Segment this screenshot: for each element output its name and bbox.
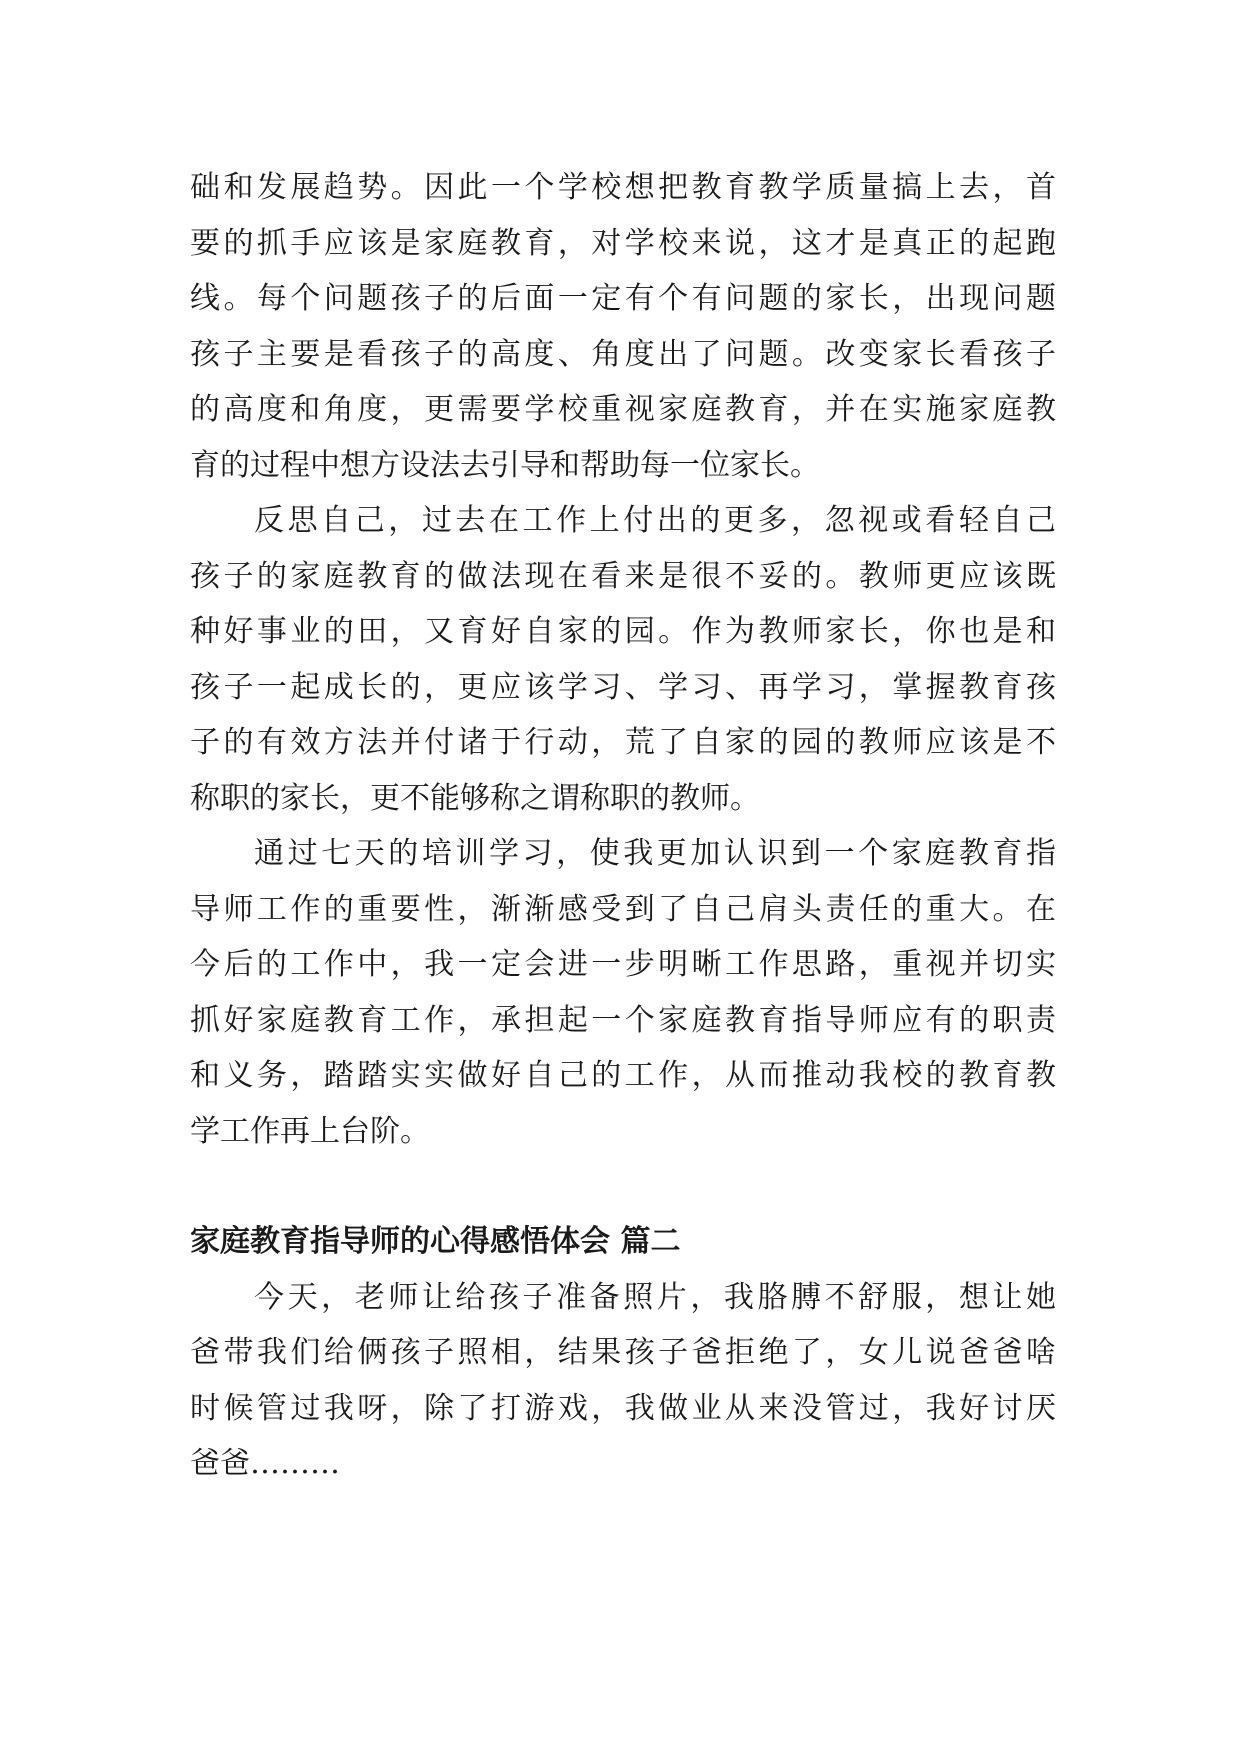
text-line: 的高度和角度，更需要学校重视家庭教育，并在实施家庭教 [190,392,1056,427]
body-paragraph-2 [190,493,1056,826]
text-line: 种好事业的田，又育好自家的园。作为教师家长，你也是和 [190,614,1056,649]
text-line: 称职的家长，更不能够称之谓称职的教师。 [190,780,760,816]
text-line: 时候管过我呀，除了打游戏，我做业从来没管过，我好讨厌 [190,1390,1056,1426]
document-page [190,160,1056,1492]
body-paragraph-4 [190,1270,1056,1492]
text-line: 导师工作的重要性，渐渐感受到了自己肩头责任的重大。在 [190,891,1056,927]
text-line: 础和发展趋势。因此一个学校想把教育教学质量搞上去，首 [190,170,1056,205]
text-line: 子的有效方法并付诸于行动，荒了自家的园的教师应该是不 [190,725,1056,760]
text-line: 爸带我们给俩孩子照相，结果孩子爸拒绝了，女儿说爸爸啥 [190,1335,1056,1370]
body-paragraph-3 [190,826,1056,1159]
text-line: 和义务，踏踏实实做好自己的工作，从而推动我校的教育教 [190,1058,1056,1093]
text-line: 爸爸……… [190,1446,340,1481]
section-spacer [190,1159,1056,1214]
text-line: 今后的工作中，我一定会进一步明晰工作思路，重视并切实 [190,947,1056,982]
text-line: 学工作再上台阶。 [190,1113,430,1149]
text-line: 孩子主要是看孩子的高度、角度出了问题。改变家长看孩子 [190,336,1056,372]
text-line: 线。每个问题孩子的后面一定有个有问题的家长，出现问题 [190,281,1056,316]
text-line: 通过七天的培训学习，使我更加认识到一个家庭教育指 [254,836,1056,871]
text-line: 反思自己，过去在工作上付出的更多，忽视或看轻自己 [254,503,1056,538]
body-paragraph-1 [190,160,1056,493]
text-line: 今天，老师让给孩子准备照片，我胳膊不舒服，想让她 [254,1279,1056,1315]
text-line: 要的抓手应该是家庭教育，对学校来说，这才是真正的起跑 [190,225,1056,261]
text-line: 育的过程中想方设法去引导和帮助每一位家长。 [190,447,820,483]
text-line: 孩子一起成长的，更应该学习、学习、再学习，掌握教育孩 [190,669,1056,705]
text-line: 孩子的家庭教育的做法现在看来是很不妥的。教师更应该既 [190,558,1056,594]
text-line: 抓好家庭教育工作，承担起一个家庭教育指导师应有的职责 [190,1002,1056,1038]
section-heading: 家庭教育指导师的心得感悟体会 篇二 [190,1224,681,1259]
